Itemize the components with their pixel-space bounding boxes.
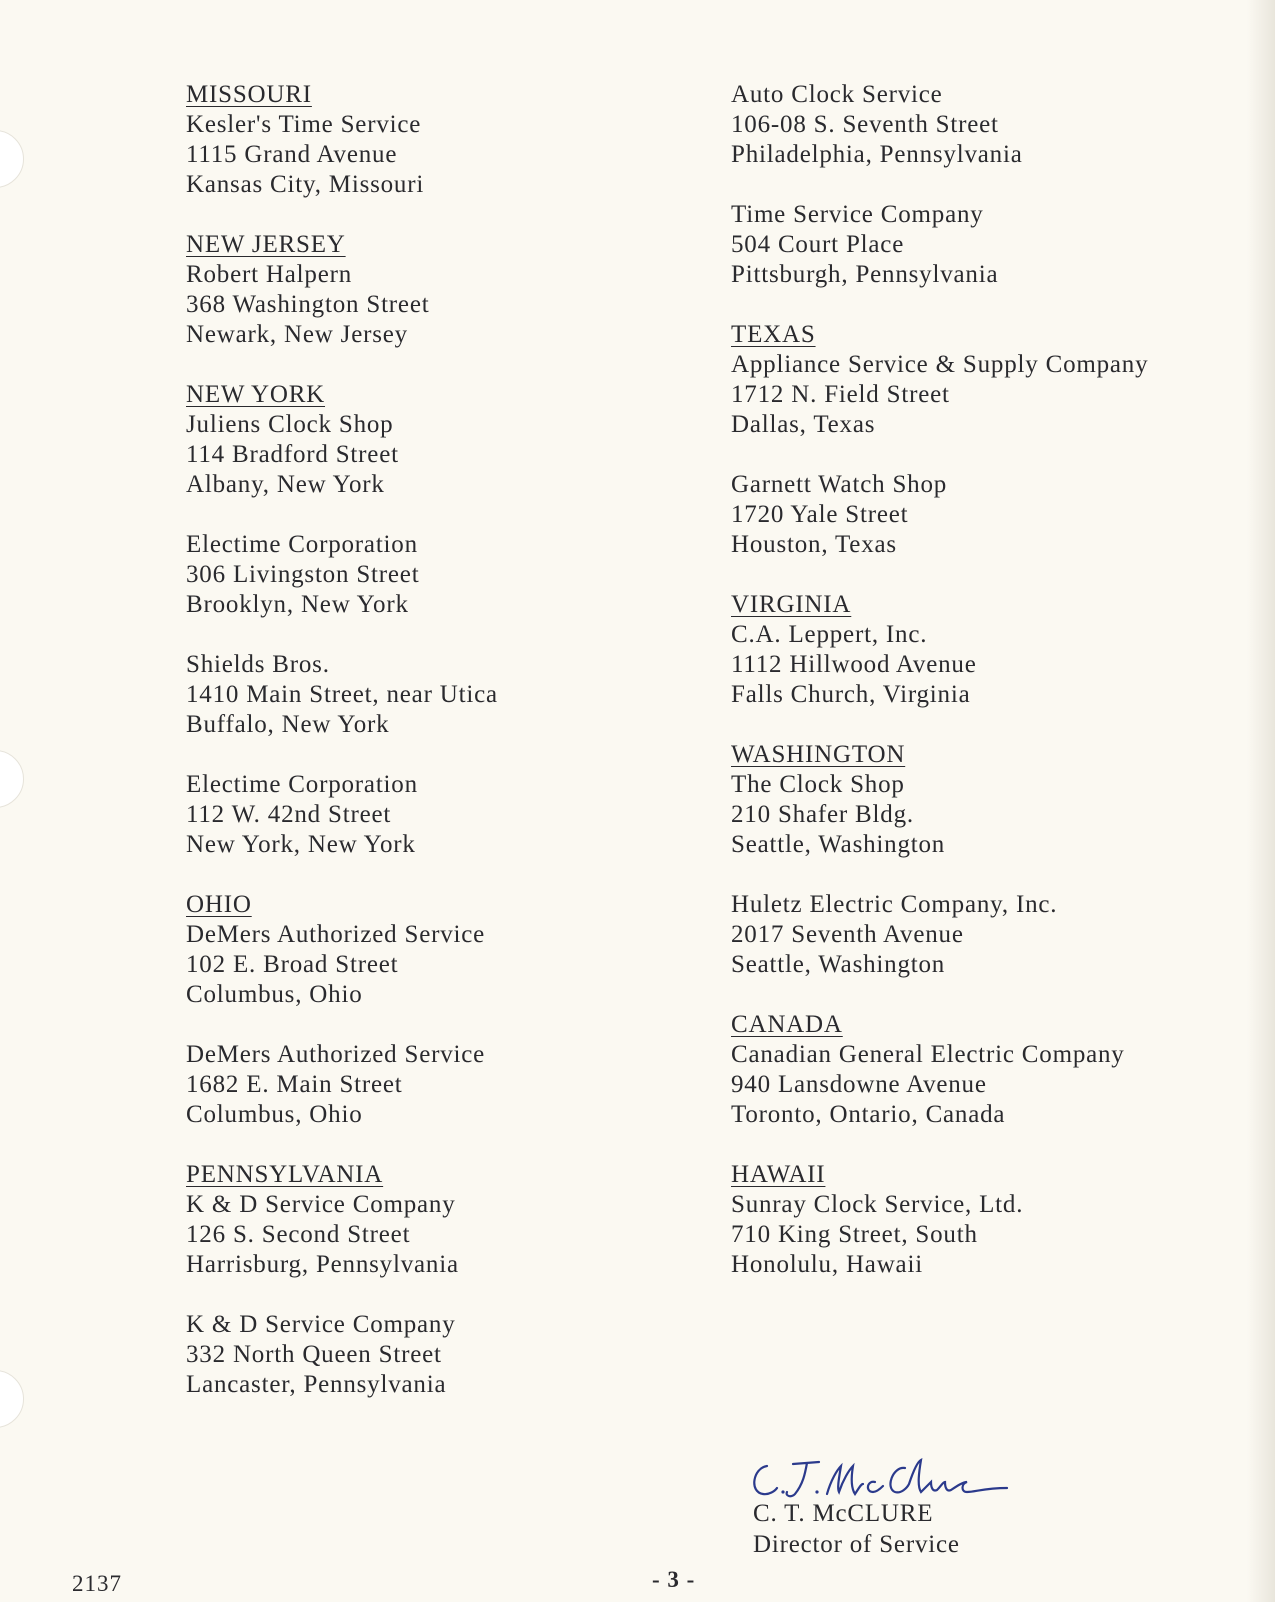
punch-hole bbox=[0, 750, 24, 808]
service-listing bbox=[731, 200, 1251, 290]
street-address: 1682 E. Main Street bbox=[186, 1071, 403, 1098]
state-section bbox=[186, 890, 666, 1130]
state-heading: HAWAII bbox=[731, 1161, 826, 1188]
service-listing bbox=[186, 1310, 666, 1400]
service-listing bbox=[731, 770, 1251, 860]
state-heading-line bbox=[186, 890, 666, 920]
signer-block bbox=[753, 1498, 960, 1560]
punch-hole bbox=[0, 1370, 24, 1428]
service-listing bbox=[186, 650, 666, 740]
street-address: 1115 Grand Avenue bbox=[186, 141, 398, 168]
city-state: Houston, Texas bbox=[731, 531, 897, 558]
street-address: 332 North Queen Street bbox=[186, 1341, 442, 1368]
street-address: 1112 Hillwood Avenue bbox=[731, 651, 977, 678]
city-state: Buffalo, New York bbox=[186, 711, 390, 738]
street-address: 368 Washington Street bbox=[186, 291, 430, 318]
service-listing bbox=[186, 920, 666, 1010]
business-name: Electime Corporation bbox=[186, 531, 418, 558]
street-address: 112 W. 42nd Street bbox=[186, 801, 392, 828]
state-section bbox=[731, 80, 1251, 290]
city-state: Harrisburg, Pennsylvania bbox=[186, 1251, 459, 1278]
state-heading-line bbox=[731, 1160, 1251, 1190]
street-address: 1410 Main Street, near Utica bbox=[186, 681, 498, 708]
state-heading: VIRGINIA bbox=[731, 591, 852, 618]
business-name: C.A. Leppert, Inc. bbox=[731, 621, 928, 648]
business-name: DeMers Authorized Service bbox=[186, 921, 486, 948]
business-name: Canadian General Electric Company bbox=[731, 1041, 1125, 1068]
state-section bbox=[731, 1010, 1251, 1130]
service-listing bbox=[186, 530, 666, 620]
street-address: 1720 Yale Street bbox=[731, 501, 909, 528]
city-state: Lancaster, Pennsylvania bbox=[186, 1371, 447, 1398]
street-address: 106-08 S. Seventh Street bbox=[731, 111, 999, 138]
city-state: Pittsburgh, Pennsylvania bbox=[731, 261, 999, 288]
city-state: Falls Church, Virginia bbox=[731, 681, 971, 708]
service-listing bbox=[186, 260, 666, 350]
business-name: Electime Corporation bbox=[186, 771, 418, 798]
signer-title: Director of Service bbox=[753, 1531, 960, 1558]
street-address: 102 E. Broad Street bbox=[186, 951, 399, 978]
business-name: K & D Service Company bbox=[186, 1311, 456, 1338]
service-listing bbox=[186, 1040, 666, 1130]
business-name: Robert Halpern bbox=[186, 261, 353, 288]
city-state: Brooklyn, New York bbox=[186, 591, 409, 618]
document-number: 2137 bbox=[72, 1571, 122, 1596]
business-name: Shields Bros. bbox=[186, 651, 330, 678]
city-state: New York, New York bbox=[186, 831, 416, 858]
business-name: Appliance Service & Supply Company bbox=[731, 351, 1149, 378]
service-listing bbox=[186, 410, 666, 500]
city-state: Dallas, Texas bbox=[731, 411, 876, 438]
state-heading-line bbox=[731, 1010, 1251, 1040]
street-address: 940 Lansdowne Avenue bbox=[731, 1071, 987, 1098]
city-state: Seattle, Washington bbox=[731, 951, 946, 978]
city-state: Columbus, Ohio bbox=[186, 981, 363, 1008]
street-address: 126 S. Second Street bbox=[186, 1221, 411, 1248]
state-section bbox=[186, 80, 666, 200]
state-heading: WASHINGTON bbox=[731, 741, 906, 768]
state-heading-line bbox=[186, 1160, 666, 1190]
street-address: 2017 Seventh Avenue bbox=[731, 921, 964, 948]
city-state: Columbus, Ohio bbox=[186, 1101, 363, 1128]
state-heading-line bbox=[186, 380, 666, 410]
street-address: 306 Livingston Street bbox=[186, 561, 420, 588]
state-heading: OHIO bbox=[186, 891, 252, 918]
state-section bbox=[731, 320, 1251, 560]
state-heading: TEXAS bbox=[731, 321, 816, 348]
business-name: Juliens Clock Shop bbox=[186, 411, 394, 438]
city-state: Newark, New Jersey bbox=[186, 321, 408, 348]
city-state: Seattle, Washington bbox=[731, 831, 946, 858]
business-name: DeMers Authorized Service bbox=[186, 1041, 486, 1068]
business-name: Kesler's Time Service bbox=[186, 111, 422, 138]
street-address: 210 Shafer Bldg. bbox=[731, 801, 914, 828]
state-heading: NEW YORK bbox=[186, 381, 326, 408]
state-heading-line bbox=[731, 590, 1251, 620]
state-section bbox=[731, 590, 1251, 710]
left-column bbox=[186, 80, 666, 1430]
service-listing bbox=[731, 1190, 1251, 1280]
street-address: 114 Bradford Street bbox=[186, 441, 399, 468]
service-listing bbox=[731, 620, 1251, 710]
state-section bbox=[186, 380, 666, 860]
state-heading: PENNSYLVANIA bbox=[186, 1161, 384, 1188]
city-state: Albany, New York bbox=[186, 471, 385, 498]
state-heading-line bbox=[186, 230, 666, 260]
city-state: Philadelphia, Pennsylvania bbox=[731, 141, 1023, 168]
business-name: Huletz Electric Company, Inc. bbox=[731, 891, 1058, 918]
state-heading: CANADA bbox=[731, 1011, 843, 1038]
state-heading-line bbox=[186, 80, 666, 110]
service-listing bbox=[731, 350, 1251, 440]
service-listing bbox=[186, 1190, 666, 1280]
state-section bbox=[186, 1160, 666, 1400]
business-name: K & D Service Company bbox=[186, 1191, 456, 1218]
state-heading: NEW JERSEY bbox=[186, 231, 346, 258]
state-heading-line bbox=[731, 740, 1251, 770]
service-listing bbox=[731, 890, 1251, 980]
state-section bbox=[186, 230, 666, 350]
punch-hole bbox=[0, 130, 24, 188]
state-section bbox=[731, 1160, 1251, 1280]
street-address: 504 Court Place bbox=[731, 231, 905, 258]
state-section bbox=[731, 740, 1251, 980]
state-heading-line bbox=[731, 320, 1251, 350]
business-name: The Clock Shop bbox=[731, 771, 905, 798]
service-listing bbox=[186, 770, 666, 860]
city-state: Toronto, Ontario, Canada bbox=[731, 1101, 1006, 1128]
street-address: 710 King Street, South bbox=[731, 1221, 978, 1248]
business-name: Auto Clock Service bbox=[731, 81, 943, 108]
service-listing bbox=[731, 80, 1251, 170]
right-column bbox=[731, 80, 1251, 1310]
business-name: Time Service Company bbox=[731, 201, 984, 228]
street-address: 1712 N. Field Street bbox=[731, 381, 950, 408]
city-state: Honolulu, Hawaii bbox=[731, 1251, 923, 1278]
business-name: Garnett Watch Shop bbox=[731, 471, 948, 498]
service-listing bbox=[731, 470, 1251, 560]
state-heading: MISSOURI bbox=[186, 81, 312, 108]
business-name: Sunray Clock Service, Ltd. bbox=[731, 1191, 1024, 1218]
city-state: Kansas City, Missouri bbox=[186, 171, 425, 198]
signer-name: C. T. McCLURE bbox=[753, 1500, 934, 1527]
service-listing bbox=[186, 110, 666, 200]
service-listing bbox=[731, 1040, 1251, 1130]
page-number: - 3 - bbox=[652, 1567, 696, 1592]
